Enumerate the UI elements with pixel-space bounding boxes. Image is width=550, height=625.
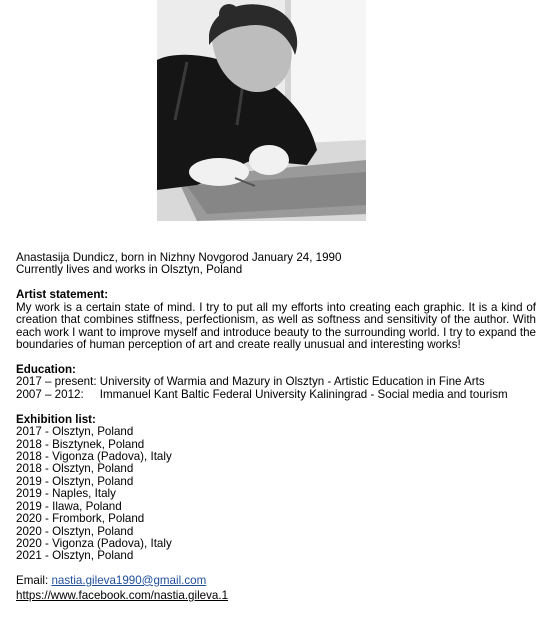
education-heading: Education: bbox=[16, 363, 76, 377]
exhibition-item: 2018 - Bisztynek, Poland bbox=[16, 437, 145, 451]
artist-portrait-photo bbox=[157, 0, 366, 221]
exhibition-item: 2020 - Olsztyn, Poland bbox=[16, 524, 134, 538]
portrait-photo-icon bbox=[157, 0, 366, 221]
facebook-link[interactable]: https://www.facebook.com/nastia.gileva.1 bbox=[16, 589, 229, 603]
email-line bbox=[16, 575, 536, 587]
exhibition-item: 2019 - Ilawa, Poland bbox=[16, 499, 122, 513]
education-item: 2017 – present: University of Warmia and Mazury in Olsztyn - Artistic Education in Fine Arts bbox=[16, 375, 485, 389]
email-label: Email: bbox=[16, 573, 52, 587]
biography-document bbox=[16, 252, 536, 603]
exhibition-item: 2020 - Vigonza (Padova), Italy bbox=[16, 536, 172, 550]
statement-heading: Artist statement: bbox=[16, 288, 109, 302]
exhibition-item: 2019 - Olsztyn, Poland bbox=[16, 474, 134, 488]
email-link[interactable]: nastia.gileva1990@gmail.com bbox=[51, 573, 207, 587]
exhibition-item: 2020 - Frombork, Poland bbox=[16, 512, 145, 526]
artist-residence-line: Currently lives and works in Olsztyn, Poland bbox=[16, 263, 243, 277]
statement-text: My work is a certain state of mind. I try to put all my efforts into creating each graphic. It is a kind of creation that combines stiffness, perfectionism, as well as softness and sensitivity of the author. With each work I want to improve myself and introduce beauty to the surrounding world. I try to expand the boundaries of human perception of art and create really unusual and interesting works! bbox=[16, 300, 536, 352]
exhibition-item: 2018 - Vigonza (Padova), Italy bbox=[16, 450, 172, 464]
education-item: 2007 – 2012: Immanuel Kant Baltic Federal University Kaliningrad - Social media and tourism bbox=[16, 387, 508, 401]
artist-intro-line: Anastasija Dundicz, born in Nizhny Novgorod January 24, 1990 bbox=[16, 251, 342, 264]
exhibition-item: 2021 - Olsztyn, Poland bbox=[16, 549, 134, 563]
exhibition-item: 2017 - Olsztyn, Poland bbox=[16, 425, 134, 439]
exhibition-list bbox=[16, 426, 536, 562]
exhibition-item: 2018 - Olsztyn, Poland bbox=[16, 462, 134, 476]
exhibition-heading: Exhibition list: bbox=[16, 412, 96, 426]
exhibition-item: 2019 - Naples, Italy bbox=[16, 487, 116, 501]
facebook-line bbox=[16, 590, 536, 602]
